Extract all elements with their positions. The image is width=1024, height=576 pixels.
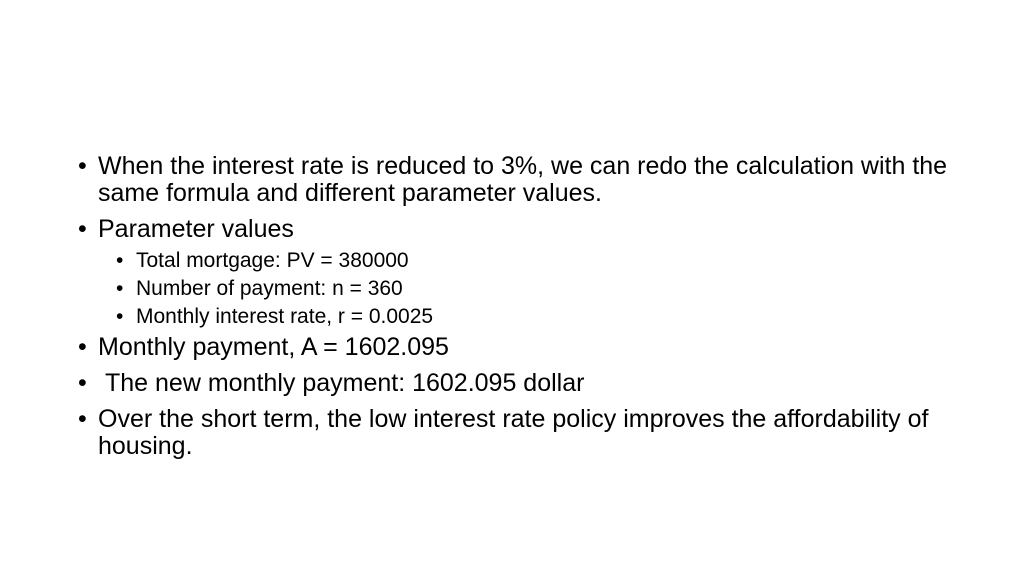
sub-bullet-text: Number of payment: n = 360 (136, 277, 403, 300)
sub-bullet-item (116, 249, 958, 272)
bullet-text: Parameter values (98, 215, 294, 243)
slide-content (78, 153, 958, 469)
sub-bullet-item (116, 305, 958, 328)
sub-bullet-item (116, 277, 958, 300)
bullet-text: The new monthly payment: 1602.095 dollar (105, 369, 585, 397)
sub-bullet-list (78, 249, 958, 328)
bullet-text: Over the short term, the low interest rate policy improves the affordability of housing. (98, 405, 929, 460)
bullet-item (78, 153, 958, 207)
bullet-item (78, 370, 958, 397)
bullet-item (78, 406, 958, 460)
sub-bullet-text: Total mortgage: PV = 380000 (136, 249, 409, 272)
sub-bullet-text: Monthly interest rate, r = 0.0025 (136, 305, 434, 328)
bullet-text: When the interest rate is reduced to 3%, we can redo the calculation with the same formula and different parameter values. (98, 152, 948, 207)
bullet-item (78, 216, 958, 243)
bullet-item (78, 334, 958, 361)
bullet-text: Monthly payment, A = 1602.095 (98, 333, 449, 361)
